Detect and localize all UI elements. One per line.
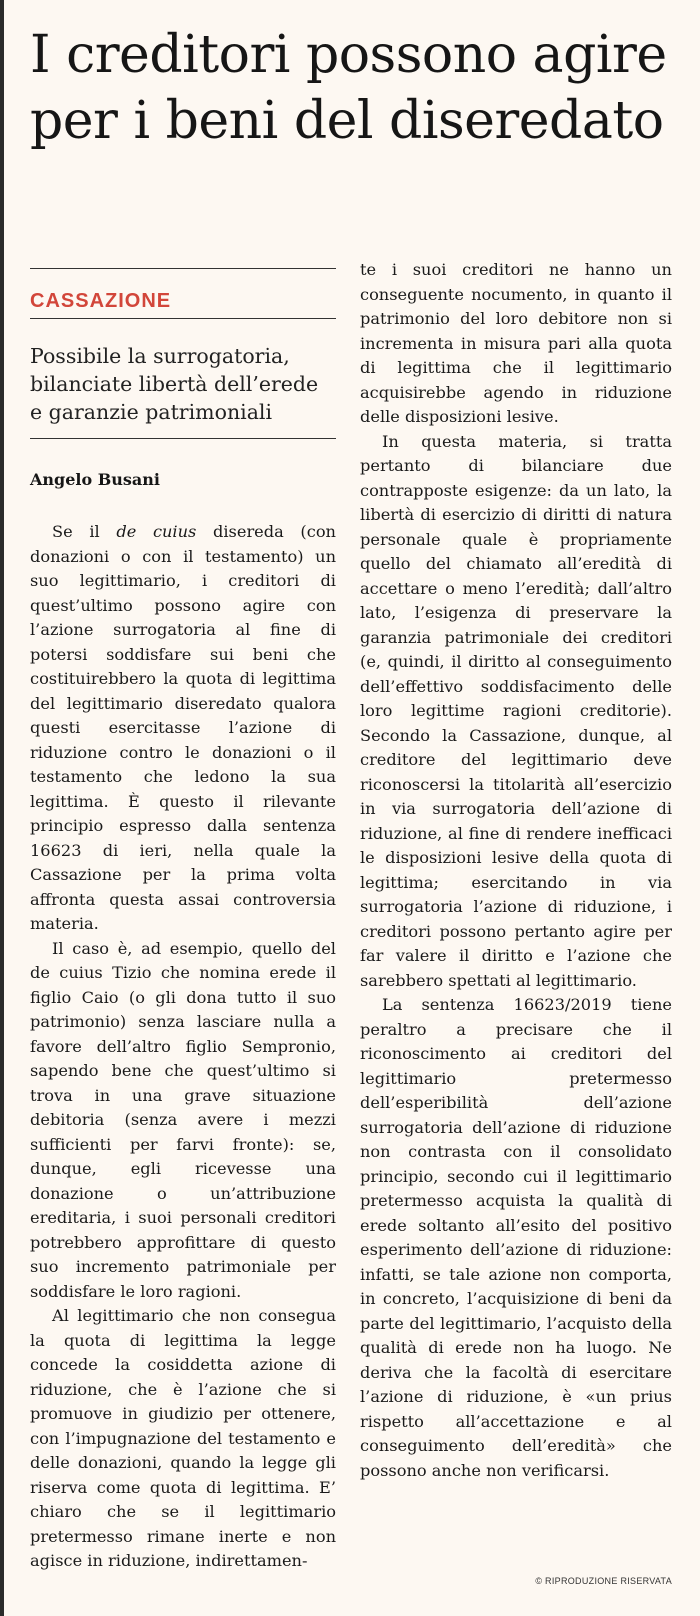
paragraph-2: Il caso è, ad esempio, quello del de cuius Tizio che nomina erede il figlio Caio (o gli dona tutto il suo patrimonio) senza lasciare nulla a favore dell’altro figlio Sempronio, sapendo bene che quest’ultimo si trova in una grave situazione debitoria (senza avere i mezzi sufficienti per farvi fronte): se, dunque, egli ricevesse una donazione o un’attribuzione ereditaria, i suoi personali creditori potrebbero approfittare di questo suo incremento patrimoniale per soddisfare le loro ragioni. bbox=[30, 938, 336, 1301]
paragraph-5: La sentenza 16623/2019 tiene peraltro a precisare che il riconoscimento ai creditori del legittimario pretermesso dell’esperibilità dell’azione surrogatoria dell’azione di riduzione non contrasta con il consolidato principio, secondo cui il legittimario pretermesso acquista la qualità di erede soltanto all’esito del positivo esperimento dell’azione di riduzione: infatti, se tale azione non comporta, in concreto, l’acquisizione di beni da parte del legittimario, l’acquisto della qualità di erede non ha luogo. Ne deriva che la facoltà di esercitare l’azione di riduzione, è «un prius rispetto all’accettazione e al conseguimento dell’eredità» che possono anche non verificarsi. bbox=[360, 995, 672, 1480]
divider-subhead bbox=[30, 438, 336, 439]
paragraph-4: In questa materia, si tratta pertanto di bilanciare due contrapposte esigenze: da un lato, la libertà di esercizio di diritti di natura personale quale è propriamente quello del chiamato all’eredità di accettare o meno l’eredità; dall’altro lato, l’esigenza di preservare la garanzia patrimoniale dei creditori (e, quindi, il diritto al conseguimento dell’effettivo soddisfacimento delle loro legittime ragioni creditorie). Secondo la Cassazione, dunque, al creditore del legittimario deve riconoscersi la titolarità all’esercizio in via surrogatoria dell’azione di riduzione, al fine di rendere inefficaci le disposizioni lesive della quota di legittima; esercitando in via surrogatoria l’azione di riduzione, i creditori possono pertanto agire per far valere il diritto e l’azione che sarebbero spettati al legittimario. bbox=[360, 431, 672, 990]
divider-kicker bbox=[30, 318, 336, 319]
copyright-notice: © RIPRODUZIONE RISERVATA bbox=[535, 1576, 672, 1586]
headline: I creditori possono agire per i beni del diseredato bbox=[30, 25, 667, 151]
author-byline: Angelo Busani bbox=[30, 470, 160, 489]
kicker: CASSAZIONE bbox=[30, 290, 172, 312]
subhead: Possibile la surrogatoria, bilanciate libertà dell’erede e garanzie patrimoniali bbox=[30, 344, 319, 424]
paragraph-1: Se il de cuius disereda (con donazioni o con il testamento) un suo legittimario, i creditori di quest’ultimo possono agire con l’azione surrogatoria al fine di potersi soddisfare sui beni che costituirebbero la quota di legittima del legittimario diseredato qualora questi esercitasse l’azione di riduzione contro le donazioni o il testamento che ledono la sua legittima. È questo il rilevante principio espresso dalla sentenza 16623 di ieri, nella quale la Cassazione per la prima volta affronta questa assai controversia materia. bbox=[30, 522, 336, 933]
latin-term: de cuius bbox=[116, 522, 197, 541]
column-right bbox=[360, 258, 672, 1483]
page-border bbox=[0, 0, 4, 1616]
column-left bbox=[30, 520, 336, 1574]
divider-top bbox=[30, 268, 336, 269]
paragraph-3: Al legittimario che non consegua la quota di legittima la legge concede la cosiddetta azione di riduzione, che è l’azione che si promuove in giudizio per ottenere, con l’impugnazione del testamento e delle donazioni, quando la legge gli riserva come quota di legittima. E’ chiaro che se il legittimario pretermesso rimane inerte e non agisce in riduzione, indirettamen- bbox=[30, 1306, 336, 1570]
paragraph-3-continued: te i suoi creditori ne hanno un conseguente nocumento, in quanto il patrimonio del loro debitore non si incrementa in misura pari alla quota di legittima che il legittimario acquisirebbe agendo in riduzione delle disposizioni lesive. bbox=[360, 260, 672, 426]
